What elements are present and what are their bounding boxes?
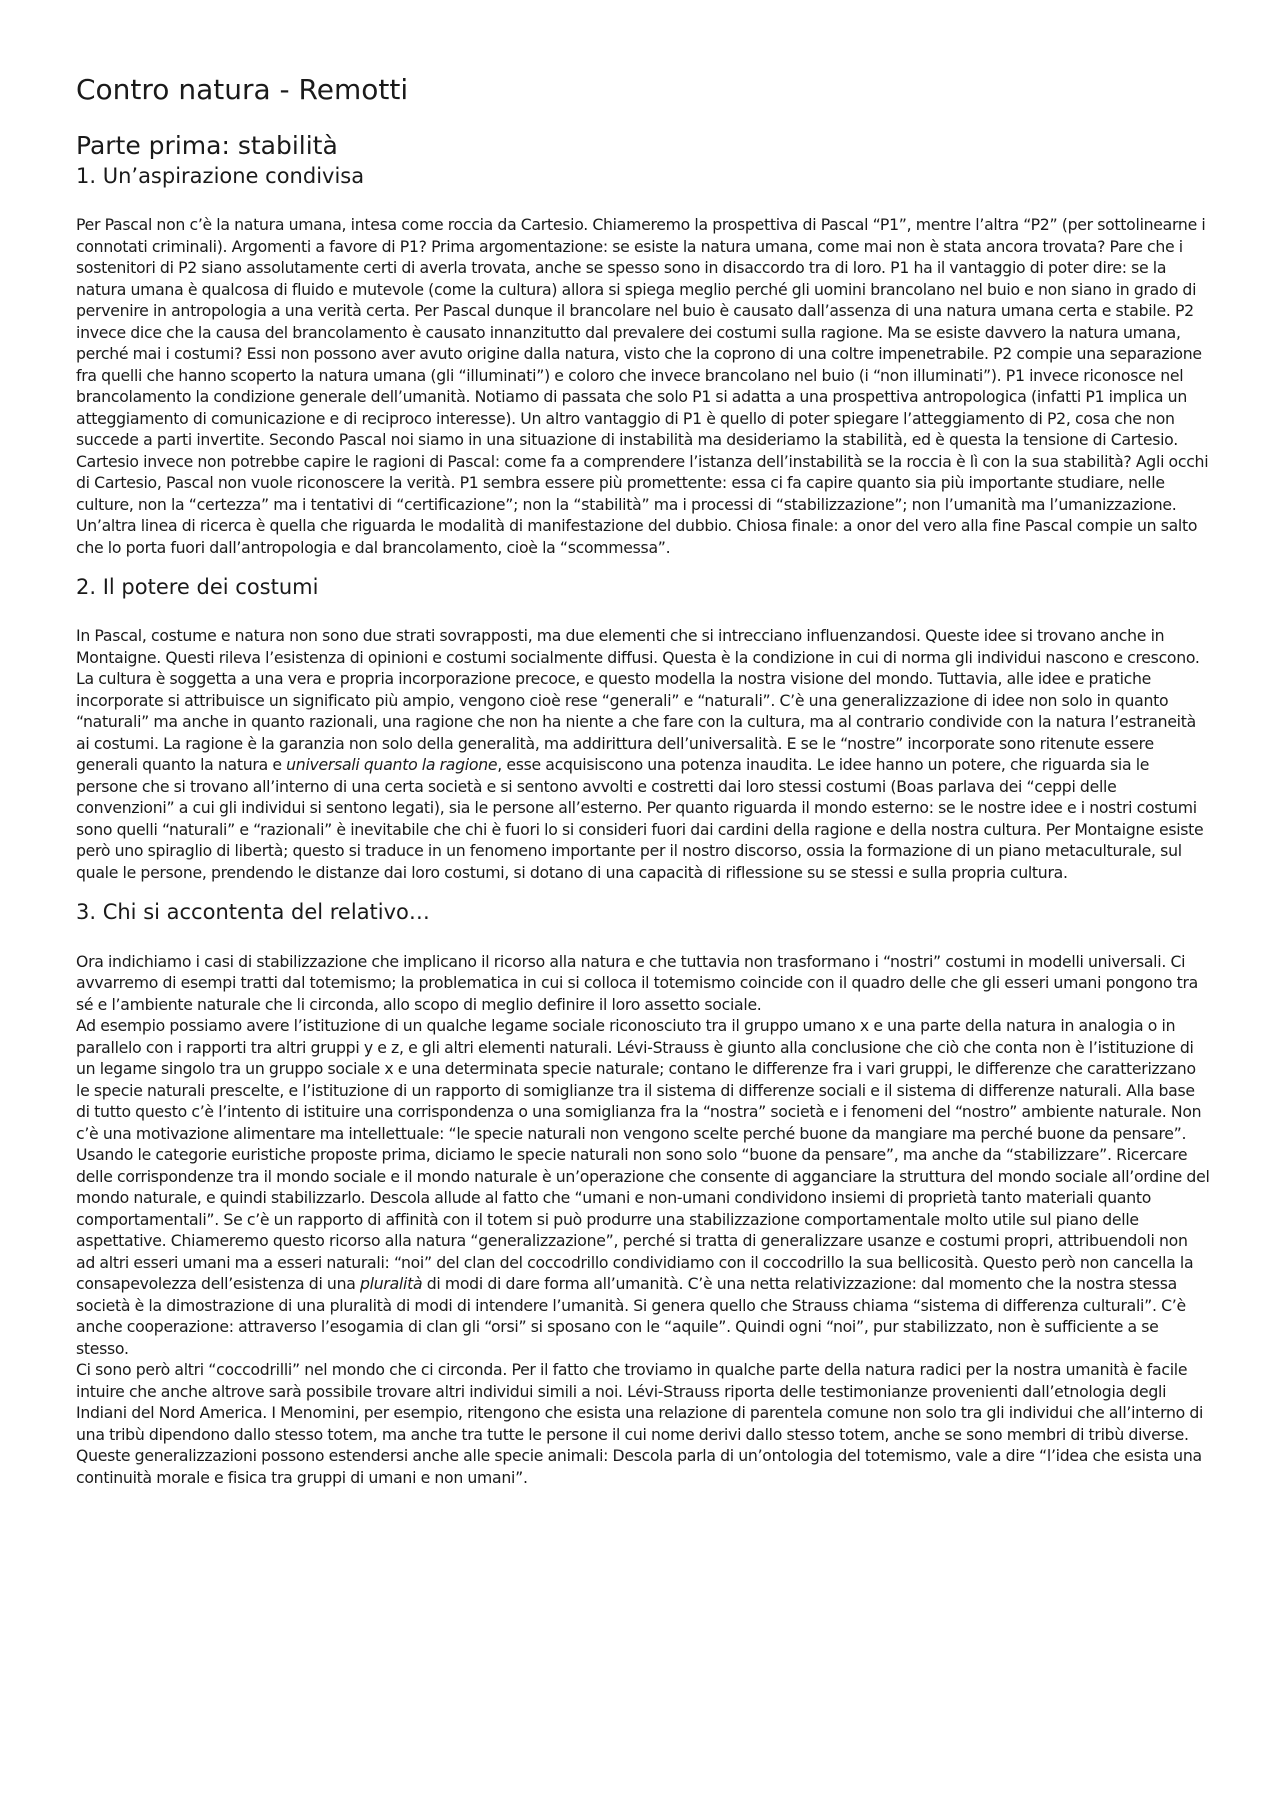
section-3-heading: 3. Chi si accontenta del relativo… [76,900,430,925]
part-title: Parte prima: stabilità [76,131,338,161]
section-3-p2-italic-text: pluralità [360,1274,423,1294]
section-2-text-after: , esse acquisiscono una potenza inaudita. Le idee hanno un potere, che riguarda sia le persone che si trovano all’interno di una certa società e si sentono avvolti e costretti dai loro stessi costumi (Boas parlava dei “ceppi delle convenzioni” a cui gli individui si sentono legati), sia le persone all’esterno. Per quanto riguarda il mondo esterno: se le nostre idee e i nostri costumi sono quelli “naturali” e “razionali” è inevitabile che chi è fuori lo si consideri fuori dai cardini della ragione e della nostra cultura. Per Montaigne esiste però uno spiraglio di libertà; questo si traduce in un fenomeno importante per il nostro discorso, ossia la formazione di un piano metaculturale, sul quale le persone, prendendo le distanze dai loro costumi, si dotano di una capacità di riflessione su se stessi e sulla propria cultura. [76,755,1204,882]
section-1-heading: 1. Un’aspirazione condivisa [76,163,365,188]
section-3-paragraph-3: Ci sono però altri “coccodrilli” nel mondo che ci circonda. Per il fatto che troviamo in qualche parte della natura radici per la nostra umanità è facile intuire che anche altrove sarà possibile trovare altri individui simili a noi. Lévi-Strauss riporta delle testimonianze provenienti dall’etnologia degli Indiani del Nord America. I Menomini, per esempio, ritengono che esista una relazione di parentela comune non solo tra gli individui che all’interno di una tribù dipendono dallo stesso totem, ma anche tra tutte le persone il cui nome derivi dallo stesso totem, anche se sono membri di tribù diverse. Queste generalizzazioni possono estendersi anche alle specie animali: Descola parla di un’ontologia del totemismo, vale a dire “l’idea che esista una continuità morale e fisica tra gruppi di umani e non umani”. [76,1360,1204,1487]
section-2-paragraph [76,625,1210,883]
section-2-heading: 2. Il potere dei costumi [76,575,319,600]
section-3-paragraph-1: Ora indichiamo i casi di stabilizzazione che implicano il ricorso alla natura e che tuttavia non trasformano i “nostri” costumi in modelli universali. Ci avvarremo di esempi tratti dal totemismo; la problematica in cui si colloca il totemismo coincide con il quadro delle che gli esseri umani pongono tra sé e l’ambiente naturale che li circonda, allo scopo di meglio definire il loro assetto sociale. [76,951,1198,1014]
section-3-p2-text-before: Ad esempio possiamo avere l’istituzione di un qualche legame sociale riconosciuto tra il gruppo umano x e una parte della natura in analogia o in parallelo con i rapporti tra altri gruppi y e z, e gli altri elementi naturali. Lévi-Strauss è giunto alla conclusione che ciò che conta non è l’istituzione di un legame singolo tra un gruppo sociale x e una determinata specie naturale; contano le differenze fra i vari gruppi, le differenze che caratterizzano le specie naturali prescelte, e l’istituzione di un rapporto di somiglianze tra il sistema di differenze sociali e il sistema di differenze naturali. Alla base di tutto questo c’è l’intento di istituire una corrispondenza o una somiglianza fra la “nostra” società e i fenomeni del “nostro” ambiente naturale. Non c’è una motivazione alimentare ma intellettuale: “le specie naturali non vengono scelte perché buone da mangiare ma perché buone da pensare”. Usando le categorie euristiche proposte prima, diciamo le specie naturali non sono solo “buone da pensare”, ma anche da “stabilizzare”. Ricercare delle corrispondenze tra il mondo sociale e il mondo naturale è un’operazione che consente di agganciare la struttura del mondo sociale all’ordine del mondo naturale, e quindi stabilizzarlo. Descola allude al fatto che “umani e non-umani condividono insiemi di proprietà tanto materiali quanto comportamentali”. Se c’è un rapporto di affinità con il totem si può produrre una stabilizzazione comportamentale molto utile sul piano delle aspettative. Chiameremo questo ricorso alla natura “generalizzazione”, perché si tratta di generalizzare usanze e costumi propri, attribuendoli non ad altri esseri umani ma a esseri naturali: “noi” del clan del coccodrillo condividiamo con il coccodrillo la sua bellicosità. Questo però non cancella la consapevolezza dell’esistenza di una [76,1016,1210,1294]
section-2-italic-text: universali quanto la ragione [286,755,498,775]
section-3-paragraph-2 [76,1015,1210,1359]
section-2-text-before: In Pascal, costume e natura non sono due strati sovrapposti, ma due elementi che si intrecciano influenzandosi. Queste idee si trovano anche in Montaigne. Questi rileva l’esistenza di opinioni e costumi socialmente diffusi. Questa è la condizione in cui di norma gli individui nascono e crescono. La cultura è soggetta a una vera e propria incorporazione precoce, e questo modella la nostra visione del mondo. Tuttavia, alle idee e pratiche incorporate si attribuisce un significato più ampio, vengono cioè rese “generali” e “naturali”. C’è una generalizzazione di idee non solo in quanto “naturali” ma anche in quanto razionali, una ragione che non ha niente a che fare con la cultura, ma al contrario condivide con la natura l’estraneità ai costumi. La ragione è la garanzia non solo della generalità, ma addirittura dell’universalità. E se le “nostre” incorporate sono ritenute essere generali quanto la natura e [76,626,1200,775]
section-3-p2-text-after: di modi di dare forma all’umanità. C’è una netta relativizzazione: dal momento che la nostra stessa società è la dimostrazione di una pluralità di modi di intendere l’umanità. Si genera quello che Strauss chiama “sistema di differenza culturali”. C’è anche cooperazione: attraverso l’esogamia di clan gli “orsi” si sposano con le “aquile”. Quindi ogni “noi”, pur stabilizzato, non è sufficiente a se stesso. [76,1274,1186,1358]
document-title: Contro natura - Remotti [76,73,409,106]
document-page [76,72,1210,1488]
section-1-paragraph: Per Pascal non c’è la natura umana, intesa come roccia da Cartesio. Chiameremo la prospettiva di Pascal “P1”, mentre l’altra “P2” (per sottolinearne i connotati criminali). Argomenti a favore di P1? Prima argomentazione: se esiste la natura umana, come mai non è stata ancora trovata? Pare che i sostenitori di P2 siano assolutamente certi di averla trovata, anche se spesso sono in disaccordo tra di loro. P1 ha il vantaggio di poter dire: se la natura umana è qualcosa di fluido e mutevole (come la cultura) allora si spiega meglio perché gli uomini brancolano nel buio e non siano in grado di pervenire in antropologia a una verità certa. Per Pascal dunque il brancolare nel buio è causato dall’assenza di una natura umana certa e stabile. P2 invece dice che la causa del brancolamento è causato innanzitutto dal prevalere dei costumi sulla ragione. Ma se esiste davvero la natura umana, perché mai i costumi? Essi non possono aver avuto origine dalla natura, visto che la coprono di una coltre impenetrabile. P2 compie una separazione fra quelli che hanno scoperto la natura umana (gli “illuminati”) e coloro che invece brancolano nel buio (i “non illuminati”). P1 invece riconosce nel brancolamento la condizione generale dell’umanità. Notiamo di passata che solo P1 si adatta a una prospettiva antropologica (infatti P1 implica un atteggiamento di comunicazione e di reciproco interesse). Un altro vantaggio di P1 è quello di poter spiegare l’atteggiamento di P2, cosa che non succede a parti invertite. Secondo Pascal noi siamo in una situazione di instabilità ma desideriamo la stabilità, ed è questa la tensione di Cartesio. Cartesio invece non potrebbe capire le ragioni di Pascal: come fa a comprendere l’istanza dell’instabilità se la roccia è lì con la sua stabilità? Agli occhi di Cartesio, Pascal non vuole riconoscere la verità. P1 sembra essere più promettente: essa ci fa capire quanto sia più importante studiare, nelle culture, non la “certezza” ma i tentativi di “certificazione”; non la “stabilità” ma i processi di “stabilizzazione”; non l’umanità ma l’umanizzazione. Un’altra linea di ricerca è quella che riguarda le modalità di manifestazione del dubbio. Chiosa finale: a onor del vero alla fine Pascal compie un salto che lo porta fuori dall’antropologia e dal brancolamento, cioè la “scommessa”. [76,215,1209,557]
